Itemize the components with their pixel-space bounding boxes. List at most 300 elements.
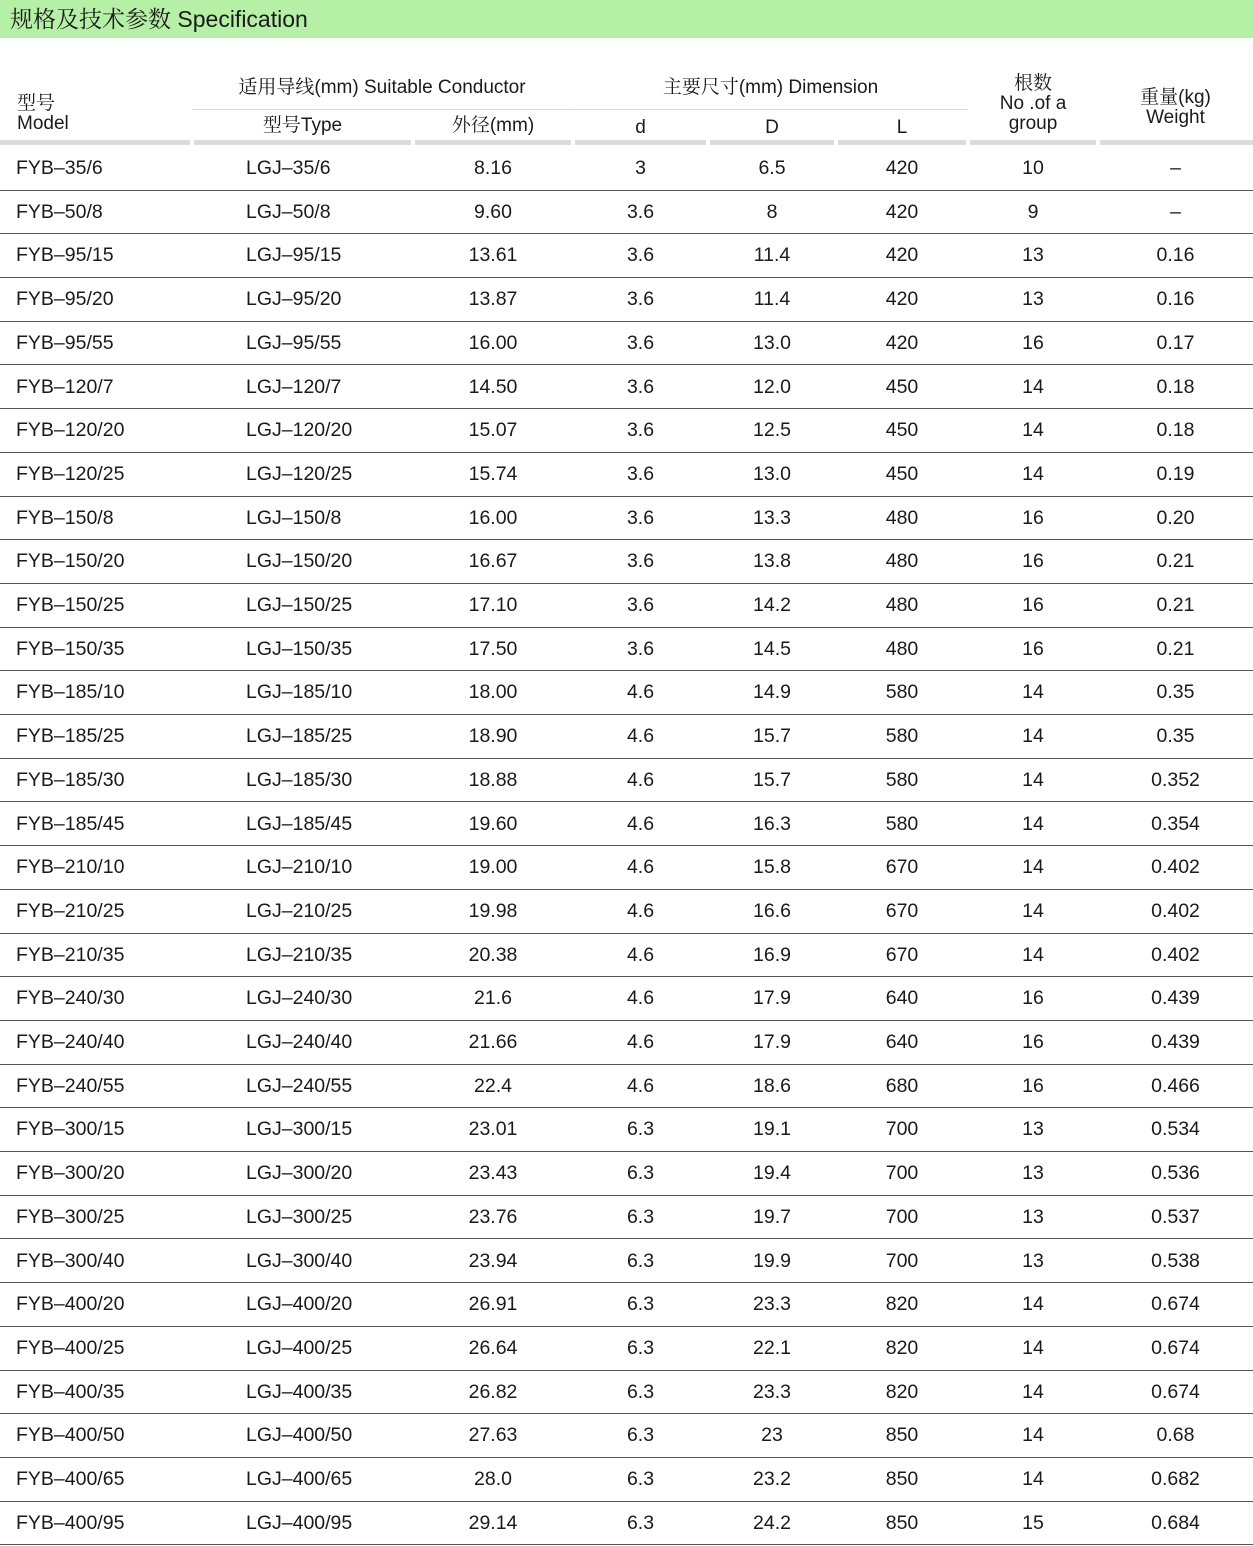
conductor-diameter-cell: 26.82 [468, 1380, 518, 1403]
dim-L-cell: 820 [885, 1380, 919, 1403]
model-cell: FYB–400/20 [16, 1293, 125, 1316]
model-cell: FYB–210/25 [16, 899, 125, 922]
weight-cell: 0.18 [1156, 375, 1195, 398]
model-cell: FYB–150/20 [16, 550, 125, 573]
model-cell: FYB–120/20 [16, 419, 125, 442]
count-cell: 16 [1022, 550, 1044, 573]
dim-L-cell: 640 [885, 987, 919, 1010]
dim-d-cell: 6.3 [626, 1205, 655, 1228]
table-row [0, 1196, 1253, 1240]
table-row [0, 1502, 1253, 1546]
table-row [0, 584, 1253, 628]
dim-d-cell: 6.3 [626, 1249, 655, 1272]
conductor-type-cell: LGJ–150/20 [246, 550, 353, 573]
conductor-diameter-cell: 17.10 [468, 594, 518, 616]
model-cell: FYB–185/30 [16, 768, 125, 791]
dim-d-cell: 3.6 [626, 200, 655, 223]
title-bar [0, 0, 1253, 38]
weight-cell: 0.466 [1151, 1074, 1200, 1097]
table-row [0, 1371, 1253, 1415]
dim-D-cell: 11.4 [753, 244, 791, 267]
weight-cell: 0.684 [1151, 1511, 1200, 1534]
dim-D-cell: 23 [761, 1424, 783, 1447]
conductor-diameter-cell: 15.07 [468, 419, 518, 442]
conductor-diameter-cell: 19.00 [468, 856, 518, 879]
count-cell: 14 [1022, 681, 1044, 704]
dim-L-cell: 850 [885, 1424, 919, 1447]
count-cell: 14 [1022, 1424, 1044, 1447]
table-row [0, 453, 1253, 497]
weight-cell: 0.674 [1151, 1293, 1200, 1316]
dim-D-cell: 6.5 [758, 157, 786, 179]
header-underline [194, 140, 411, 145]
dim-d-cell: 6.3 [626, 1511, 655, 1534]
dim-D-cell: 12.5 [753, 419, 791, 442]
weight-cell: 0.21 [1156, 550, 1195, 573]
dim-d-cell: 6.3 [626, 1118, 655, 1141]
conductor-type-cell: LGJ–210/35 [246, 943, 353, 966]
weight-cell: 0.682 [1151, 1468, 1200, 1490]
table-row [0, 1152, 1253, 1196]
dim-L-cell: 700 [885, 1118, 919, 1141]
dim-L-cell: 700 [885, 1162, 919, 1185]
count-cell: 16 [1022, 594, 1044, 616]
count-cell: 14 [1022, 1293, 1044, 1316]
model-cell: FYB–300/40 [16, 1249, 125, 1272]
dim-L-cell: 640 [885, 1031, 919, 1053]
conductor-type-cell: LGJ–300/20 [246, 1162, 353, 1185]
model-cell: FYB–185/10 [16, 681, 125, 704]
dim-L-cell: 420 [885, 200, 919, 223]
weight-cell: 0.536 [1151, 1162, 1200, 1185]
header-dimension: 主要尺寸(mm) Dimension [662, 77, 879, 98]
weight-cell: 0.537 [1151, 1205, 1200, 1228]
header-divider-conductor [192, 109, 572, 110]
conductor-type-cell: LGJ–210/10 [246, 856, 353, 879]
dim-d-cell: 3.6 [626, 375, 655, 398]
conductor-type-cell: LGJ–400/35 [246, 1380, 353, 1403]
dim-D-cell: 14.9 [753, 681, 791, 704]
count-cell: 14 [1022, 725, 1044, 748]
header-conductor: 适用导线(mm) Suitable Conductor [238, 77, 526, 98]
dim-D-cell: 19.1 [753, 1118, 791, 1141]
table-row [0, 322, 1253, 366]
dim-L-cell: 420 [885, 331, 919, 354]
conductor-type-cell: LGJ–400/25 [246, 1336, 353, 1359]
header-conductor-type: 型号Type [262, 115, 343, 136]
dim-L-cell: 670 [885, 899, 919, 922]
conductor-type-cell: LGJ–35/6 [246, 157, 331, 179]
weight-cell: 0.439 [1151, 1031, 1200, 1053]
dim-d-cell: 4.6 [626, 899, 655, 922]
header-underline [970, 140, 1096, 145]
model-cell: FYB–185/25 [16, 725, 125, 748]
dim-D-cell: 23.2 [753, 1468, 791, 1490]
conductor-diameter-cell: 23.01 [468, 1118, 518, 1141]
header-model-cn: 型号 [17, 93, 56, 114]
dim-d-cell: 4.6 [626, 812, 655, 835]
dim-L-cell: 700 [885, 1205, 919, 1228]
dim-d-cell: 3.6 [626, 462, 655, 485]
weight-cell: 0.19 [1156, 462, 1195, 485]
count-cell: 16 [1022, 637, 1044, 660]
weight-cell: 0.16 [1156, 244, 1195, 267]
table-row [0, 715, 1253, 759]
conductor-diameter-cell: 27.63 [468, 1424, 518, 1447]
count-cell: 13 [1022, 288, 1044, 311]
conductor-type-cell: LGJ–150/8 [246, 506, 342, 529]
model-cell: FYB–400/35 [16, 1380, 125, 1403]
weight-cell: 0.402 [1151, 856, 1200, 879]
model-cell: FYB–150/35 [16, 637, 125, 660]
dim-d-cell: 4.6 [626, 943, 655, 966]
count-cell: 9 [1027, 200, 1039, 223]
table-row [0, 803, 1253, 847]
header-underline [838, 140, 966, 145]
table-row [0, 1414, 1253, 1458]
weight-cell: 0.16 [1156, 288, 1195, 311]
dim-d-cell: 6.3 [626, 1468, 655, 1490]
page-title: 规格及技术参数 Specification [10, 6, 308, 32]
dim-D-cell: 17.9 [753, 1031, 791, 1053]
conductor-type-cell: LGJ–150/35 [246, 637, 353, 660]
dim-d-cell: 6.3 [626, 1293, 655, 1316]
conductor-diameter-cell: 13.87 [468, 288, 518, 311]
conductor-type-cell: LGJ–400/65 [246, 1468, 353, 1490]
model-cell: FYB–300/15 [16, 1118, 125, 1141]
table-row [0, 147, 1253, 191]
model-cell: FYB–300/25 [16, 1205, 125, 1228]
weight-cell: – [1170, 157, 1181, 179]
count-cell: 13 [1022, 1205, 1044, 1228]
conductor-diameter-cell: 23.43 [468, 1162, 518, 1185]
conductor-type-cell: LGJ–400/20 [246, 1293, 353, 1316]
header-underline [1100, 140, 1253, 145]
conductor-diameter-cell: 19.98 [468, 899, 518, 922]
conductor-type-cell: LGJ–185/45 [246, 812, 353, 835]
dim-D-cell: 14.2 [753, 594, 791, 616]
conductor-diameter-cell: 26.64 [468, 1336, 518, 1359]
count-cell: 16 [1022, 1031, 1044, 1053]
model-cell: FYB–150/8 [16, 506, 114, 529]
model-cell: FYB–95/55 [16, 331, 114, 354]
weight-cell: – [1170, 200, 1181, 223]
weight-cell: 0.439 [1151, 987, 1200, 1010]
dim-D-cell: 24.2 [753, 1511, 791, 1534]
conductor-diameter-cell: 16.67 [468, 550, 518, 573]
header-underline [415, 140, 571, 145]
conductor-type-cell: LGJ–120/7 [246, 375, 342, 398]
weight-cell: 0.402 [1151, 899, 1200, 922]
weight-cell: 0.534 [1151, 1118, 1200, 1141]
dim-D-cell: 22.1 [753, 1336, 791, 1359]
dim-D-cell: 8 [766, 200, 778, 223]
table-row [0, 191, 1253, 235]
conductor-type-cell: LGJ–120/25 [246, 462, 353, 485]
table-row [0, 671, 1253, 715]
dim-d-cell: 6.3 [626, 1336, 655, 1359]
conductor-diameter-cell: 16.00 [468, 506, 518, 529]
model-cell: FYB–400/65 [16, 1468, 125, 1490]
count-cell: 14 [1022, 899, 1044, 922]
dim-L-cell: 580 [885, 725, 919, 748]
dim-d-cell: 4.6 [626, 681, 655, 704]
conductor-diameter-cell: 19.60 [468, 812, 518, 835]
table-row [0, 628, 1253, 672]
dim-L-cell: 850 [885, 1468, 919, 1490]
conductor-type-cell: LGJ–240/30 [246, 987, 353, 1010]
dim-d-cell: 6.3 [626, 1380, 655, 1403]
conductor-diameter-cell: 15.74 [468, 462, 518, 485]
weight-cell: 0.68 [1156, 1424, 1195, 1447]
conductor-type-cell: LGJ–120/20 [246, 419, 353, 442]
dim-L-cell: 850 [885, 1511, 919, 1534]
conductor-diameter-cell: 22.4 [474, 1074, 512, 1097]
model-cell: FYB–150/25 [16, 594, 125, 616]
conductor-type-cell: LGJ–240/55 [246, 1074, 353, 1097]
dim-D-cell: 13.0 [753, 331, 791, 354]
dim-D-cell: 13.8 [753, 550, 791, 573]
weight-cell: 0.538 [1151, 1249, 1200, 1272]
weight-cell: 0.18 [1156, 419, 1195, 442]
conductor-type-cell: LGJ–300/40 [246, 1249, 353, 1272]
dim-L-cell: 580 [885, 681, 919, 704]
count-cell: 14 [1022, 462, 1044, 485]
header-count-cn: 根数 [1013, 73, 1052, 94]
dim-L-cell: 580 [885, 768, 919, 791]
dim-D-cell: 13.0 [753, 462, 791, 485]
weight-cell: 0.17 [1156, 331, 1195, 354]
conductor-type-cell: LGJ–95/20 [246, 288, 342, 311]
dim-L-cell: 480 [885, 637, 919, 660]
table-row [0, 1065, 1253, 1109]
conductor-diameter-cell: 21.66 [468, 1031, 518, 1053]
header-dim-D: D [765, 117, 779, 138]
count-cell: 13 [1022, 1118, 1044, 1141]
table-row [0, 1283, 1253, 1327]
count-cell: 14 [1022, 856, 1044, 879]
dim-L-cell: 480 [885, 550, 919, 573]
dim-L-cell: 480 [885, 594, 919, 616]
weight-cell: 0.35 [1156, 725, 1195, 748]
conductor-diameter-cell: 20.38 [468, 943, 518, 966]
dim-D-cell: 11.4 [753, 288, 791, 311]
header-underline [575, 140, 706, 145]
header-divider-dimension [573, 109, 968, 110]
dim-D-cell: 17.9 [753, 987, 791, 1010]
count-cell: 13 [1022, 244, 1044, 267]
table-row [0, 759, 1253, 803]
conductor-diameter-cell: 28.0 [474, 1468, 512, 1490]
table-row [0, 934, 1253, 978]
dim-d-cell: 3 [635, 157, 646, 179]
dim-D-cell: 12.0 [753, 375, 791, 398]
weight-cell: 0.35 [1156, 681, 1195, 704]
table-row [0, 234, 1253, 278]
count-cell: 13 [1022, 1162, 1044, 1185]
conductor-diameter-cell: 18.90 [468, 725, 518, 748]
weight-cell: 0.674 [1151, 1380, 1200, 1403]
dim-d-cell: 3.6 [626, 550, 655, 573]
dim-d-cell: 6.3 [626, 1424, 655, 1447]
dim-D-cell: 15.8 [753, 856, 791, 879]
dim-D-cell: 23.3 [753, 1380, 791, 1403]
model-cell: FYB–240/55 [16, 1074, 125, 1097]
table-row [0, 497, 1253, 541]
conductor-type-cell: LGJ–400/50 [246, 1424, 353, 1447]
count-cell: 16 [1022, 506, 1044, 529]
weight-cell: 0.21 [1156, 637, 1195, 660]
dim-D-cell: 13.3 [753, 506, 791, 529]
dim-L-cell: 450 [885, 462, 919, 485]
model-cell: FYB–240/30 [16, 987, 125, 1010]
count-cell: 16 [1022, 1074, 1044, 1097]
count-cell: 13 [1022, 1249, 1044, 1272]
header-dim-L: L [896, 117, 908, 138]
weight-cell: 0.20 [1156, 506, 1195, 529]
dim-d-cell: 3.6 [626, 506, 655, 529]
conductor-diameter-cell: 9.60 [474, 200, 512, 223]
model-cell: FYB–120/25 [16, 462, 125, 485]
dim-D-cell: 23.3 [753, 1293, 791, 1316]
dim-d-cell: 3.6 [626, 244, 655, 267]
header-model-en: Model [17, 113, 69, 134]
conductor-type-cell: LGJ–185/25 [246, 725, 353, 748]
count-cell: 10 [1022, 157, 1044, 179]
weight-cell: 0.354 [1151, 812, 1200, 835]
conductor-diameter-cell: 18.00 [468, 681, 518, 704]
table-row [0, 1021, 1253, 1065]
model-cell: FYB–95/20 [16, 288, 114, 311]
model-cell: FYB–240/40 [16, 1031, 125, 1053]
table-row [0, 846, 1253, 890]
conductor-diameter-cell: 23.94 [468, 1249, 518, 1272]
conductor-diameter-cell: 26.91 [468, 1293, 518, 1316]
dim-d-cell: 6.3 [626, 1162, 655, 1185]
dim-D-cell: 18.6 [753, 1074, 791, 1097]
conductor-type-cell: LGJ–300/15 [246, 1118, 353, 1141]
table-row [0, 1240, 1253, 1284]
dim-L-cell: 580 [885, 812, 919, 835]
conductor-diameter-cell: 13.61 [468, 244, 518, 267]
dim-D-cell: 16.3 [753, 812, 791, 835]
dim-L-cell: 420 [885, 244, 919, 267]
dim-d-cell: 3.6 [626, 637, 655, 660]
conductor-type-cell: LGJ–150/25 [246, 594, 353, 616]
count-cell: 16 [1022, 331, 1044, 354]
dim-D-cell: 19.9 [753, 1249, 791, 1272]
dim-L-cell: 670 [885, 856, 919, 879]
conductor-diameter-cell: 17.50 [468, 637, 518, 660]
conductor-diameter-cell: 23.76 [468, 1205, 518, 1228]
conductor-type-cell: LGJ–185/30 [246, 768, 353, 791]
conductor-type-cell: LGJ–210/25 [246, 899, 353, 922]
header-underline [710, 140, 834, 145]
table-row [0, 977, 1253, 1021]
conductor-type-cell: LGJ–95/15 [246, 244, 342, 267]
model-cell: FYB–400/25 [16, 1336, 125, 1359]
conductor-type-cell: LGJ–400/95 [246, 1511, 353, 1534]
header-weight-en: Weight [1146, 107, 1205, 128]
dim-d-cell: 3.6 [626, 419, 655, 442]
conductor-diameter-cell: 29.14 [468, 1511, 518, 1534]
conductor-diameter-cell: 14.50 [468, 375, 518, 398]
conductor-type-cell: LGJ–50/8 [246, 200, 331, 223]
conductor-type-cell: LGJ–300/25 [246, 1205, 353, 1228]
count-cell: 14 [1022, 812, 1044, 835]
weight-cell: 0.402 [1151, 943, 1200, 966]
header-conductor-diameter: 外径(mm) [451, 115, 535, 136]
table-row [0, 1108, 1253, 1152]
dim-d-cell: 4.6 [626, 768, 655, 791]
dim-L-cell: 420 [885, 157, 919, 179]
dim-d-cell: 4.6 [626, 987, 655, 1010]
dim-d-cell: 4.6 [626, 1031, 655, 1053]
conductor-diameter-cell: 8.16 [474, 157, 512, 179]
weight-cell: 0.21 [1156, 594, 1195, 616]
header-dim-d: d [635, 117, 646, 138]
dim-L-cell: 700 [885, 1249, 919, 1272]
dim-d-cell: 4.6 [626, 1074, 655, 1097]
conductor-type-cell: LGJ–185/10 [246, 681, 353, 704]
model-cell: FYB–400/95 [16, 1511, 125, 1534]
count-cell: 15 [1022, 1511, 1044, 1534]
conductor-diameter-cell: 16.00 [468, 331, 518, 354]
table-row [0, 278, 1253, 322]
conductor-diameter-cell: 21.6 [474, 987, 512, 1010]
model-cell: FYB–95/15 [16, 244, 114, 267]
table-row [0, 540, 1253, 584]
header-weight-cn: 重量(kg) [1140, 87, 1211, 108]
weight-cell: 0.352 [1151, 768, 1200, 791]
weight-cell: 0.674 [1151, 1336, 1200, 1359]
conductor-type-cell: LGJ–95/55 [246, 331, 342, 354]
table-row [0, 1458, 1253, 1502]
header-count-en1: No .of a [999, 93, 1067, 114]
count-cell: 16 [1022, 987, 1044, 1010]
model-cell: FYB–50/8 [16, 200, 103, 223]
dim-L-cell: 450 [885, 419, 919, 442]
dim-L-cell: 680 [885, 1074, 919, 1097]
dim-L-cell: 670 [885, 943, 919, 966]
table-row [0, 366, 1253, 410]
dim-D-cell: 19.4 [753, 1162, 791, 1185]
dim-D-cell: 16.6 [753, 899, 791, 922]
count-cell: 14 [1022, 419, 1044, 442]
header-underline [0, 140, 190, 145]
dim-L-cell: 450 [885, 375, 919, 398]
dim-d-cell: 3.6 [626, 331, 655, 354]
dim-d-cell: 3.6 [626, 594, 655, 616]
count-cell: 14 [1022, 943, 1044, 966]
model-cell: FYB–210/35 [16, 943, 125, 966]
count-cell: 14 [1022, 375, 1044, 398]
count-cell: 14 [1022, 1380, 1044, 1403]
dim-D-cell: 15.7 [753, 768, 791, 791]
table-row [0, 409, 1253, 453]
dim-d-cell: 3.6 [626, 288, 655, 311]
count-cell: 14 [1022, 1336, 1044, 1359]
model-cell: FYB–300/20 [16, 1162, 125, 1185]
table-row [0, 890, 1253, 934]
conductor-diameter-cell: 18.88 [468, 768, 518, 791]
count-cell: 14 [1022, 768, 1044, 791]
dim-D-cell: 16.9 [753, 943, 791, 966]
dim-L-cell: 480 [885, 506, 919, 529]
dim-D-cell: 15.7 [753, 725, 791, 748]
count-cell: 14 [1022, 1468, 1044, 1490]
dim-L-cell: 820 [885, 1336, 919, 1359]
